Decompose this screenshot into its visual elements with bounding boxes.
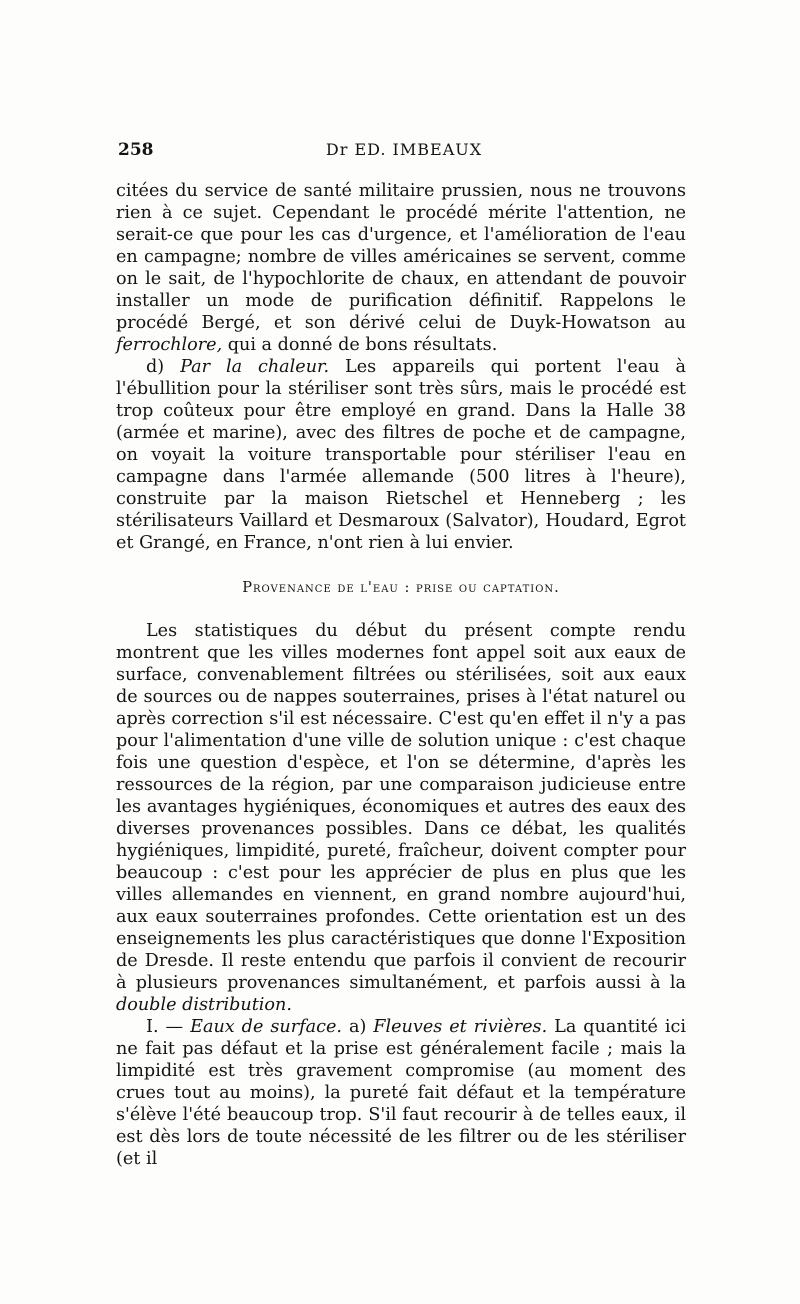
- paragraph-heat: [116, 356, 686, 554]
- running-head: Dr ED. IMBEAUX: [325, 140, 483, 159]
- italic-term: ferrochlore,: [116, 335, 223, 355]
- page-body: [116, 180, 686, 1170]
- paragraph-surface-water: [116, 1016, 686, 1170]
- italic-term: Eaux de surface.: [190, 1017, 342, 1037]
- section-heading: Provenance de l'eau : prise ou captation.: [242, 580, 560, 596]
- paragraph-continued: [116, 180, 686, 356]
- paragraph-text: citées du service de santé militaire prussien, nous ne trouvons rien à ce sujet. Cependant le procédé mérite l'attention, ne serait-ce que pour les cas d'urgence, et l'amélioration de l'eau en campagne; nombre de villes américaines se servent, comme on le sait, de l'hypochlorite de chaux, en attendant de pouvoir installer un mode de purification définitif. Rappelons le procédé Bergé, et son dérivé celui de Duyk-Howatson au: [116, 181, 686, 333]
- italic-term: double distribution.: [116, 995, 292, 1015]
- list-label: d): [146, 357, 181, 377]
- paragraph-text: Les appareils qui portent l'eau à l'ébullition pour la stériliser sont très sûrs, mais le procédé est trop coûteux pour être employé en grand. Dans la Halle 38 (armée et marine), avec des filtres de poche et de campagne, on voyait la voiture transportable pour stériliser l'eau en campagne dans l'armée allemande (500 litres à l'heure), construite par la maison Rietschel et Henneberg ; les stérilisateurs Vaillard et Desmaroux (Salvator), Houdard, Egrot et Grangé, en France, n'ont rien à lui envier.: [116, 357, 686, 553]
- italic-term: Par la chaleur.: [180, 357, 330, 377]
- page-number: 258: [118, 140, 154, 160]
- paragraph-text: La quantité ici ne fait pas défaut et la prise est généralement facile ; mais la limpidité est très gravement compromise (au moment des crues tout au moins), la pureté fait défaut et la température s'élève l'été beaucoup trop. S'il faut recourir à de telles eaux, il est dès lors de toute nécessité de les filtrer ou de les stériliser (et il: [116, 1017, 686, 1169]
- paragraph-text: Les statistiques du début du présent compte rendu montrent que les villes modernes font appel soit aux eaux de surface, convenablement filtrées ou stérilisées, soit aux eaux de sources ou de nappes souterraines, prises à l'état naturel ou après correction s'il est nécessaire. C'est qu'en effet il n'y a pas pour l'alimentation d'une ville de solution unique : c'est chaque fois une question d'espèce, et l'on se détermine, d'après les ressources de la région, par une comparaison judicieuse entre les avantages hygiéniques, économiques et autres des eaux des diverses provenances possibles. Dans ce débat, les qualités hygiéniques, limpidité, pureté, fraîcheur, doivent compter pour beaucoup : c'est pour les apprécier de plus en plus que les villes allemandes en viennent, en grand nombre aujourd'hui, aux eaux souterraines profondes. Cette orientation est un des enseignements les plus caractéristiques que donne l'Exposition de Dresde. Il reste entendu que parfois il convient de recourir à plusieurs provenances simultanément, et parfois aussi à la: [116, 621, 686, 993]
- italic-term: Fleuves et rivières.: [373, 1017, 548, 1037]
- list-label: a): [341, 1017, 374, 1037]
- list-label: I. —: [146, 1017, 191, 1037]
- page-header: [118, 140, 690, 170]
- paragraph-text: qui a donné de bons résultats.: [222, 335, 498, 355]
- paragraph-provenance: [116, 620, 686, 1016]
